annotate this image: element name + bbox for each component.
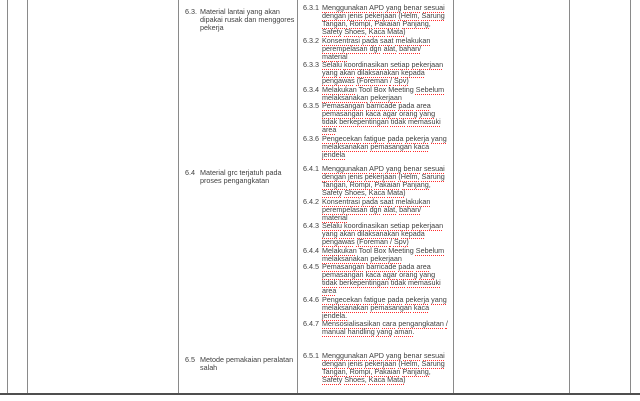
word: jendela	[322, 149, 346, 159]
word: yang	[431, 133, 447, 143]
word: Box	[373, 245, 387, 255]
word: kaca	[413, 302, 430, 312]
word: kepada	[401, 68, 425, 78]
word: (Helm,	[398, 172, 420, 182]
word: pekerjaan	[364, 11, 397, 21]
word: pada	[387, 133, 404, 143]
word: /	[445, 318, 448, 328]
word: Melakukan	[322, 84, 357, 94]
word: yang	[385, 351, 402, 360]
word: APD	[369, 3, 384, 12]
word: Pengecekan	[322, 294, 362, 304]
word: yang	[322, 68, 338, 78]
word: tidak	[322, 117, 338, 127]
word: sesuai	[423, 3, 445, 12]
word: Box	[373, 84, 387, 94]
control-text	[322, 247, 448, 263]
word: Kaca	[368, 27, 386, 37]
control-item	[297, 352, 454, 385]
word: dgn	[369, 204, 382, 214]
word: Sarung	[421, 359, 445, 369]
word: Shoes,	[344, 27, 367, 37]
word: pada	[387, 294, 404, 304]
word: Menggunakan	[322, 164, 368, 173]
word: APD	[369, 164, 384, 173]
word: pada	[361, 35, 378, 45]
control-text	[322, 4, 448, 37]
control-number: 6.4.5	[303, 261, 319, 271]
word: pada	[361, 196, 378, 206]
controls-cell	[297, 165, 454, 336]
word: tidak	[390, 278, 406, 288]
word: setiap	[390, 60, 410, 70]
control-item	[297, 247, 454, 263]
word: Sebelum	[415, 245, 445, 255]
word: Kaca	[368, 375, 386, 385]
word: yang	[419, 109, 436, 119]
word: kepada	[401, 229, 425, 239]
word: yang	[419, 270, 436, 280]
word: pekerjaan	[364, 359, 397, 369]
control-item	[297, 37, 454, 61]
word: Selalu	[322, 60, 342, 70]
word: Sebelum	[415, 84, 445, 94]
word: perempelasan	[322, 204, 368, 214]
word: pada	[398, 261, 415, 271]
word: sesuai	[423, 351, 445, 360]
control-number: 6.4.1	[303, 164, 319, 173]
word: Melakukan	[322, 245, 357, 255]
word: pemasangan	[322, 109, 364, 119]
grid-line-vertical	[27, 0, 28, 393]
word: agar	[382, 109, 398, 119]
control-number: 6.3.1	[303, 3, 319, 12]
control-item	[297, 320, 454, 336]
word: alat,	[383, 43, 398, 53]
word: pekerja	[405, 294, 430, 304]
word: pemasangan	[322, 270, 364, 280]
word: handling	[347, 327, 375, 337]
word: dengan	[322, 11, 346, 21]
control-item	[297, 4, 454, 37]
word: pengangkatan	[398, 318, 444, 328]
word: Konsentrasi	[322, 35, 360, 45]
word: Sarung	[421, 11, 445, 21]
word: fatigue	[363, 294, 386, 304]
hazard-number: 6.3.	[185, 7, 197, 16]
word: Panjang,	[402, 367, 431, 377]
control-text	[322, 61, 448, 85]
word: alat,	[383, 204, 398, 214]
word: koordinasikan	[343, 60, 389, 70]
word: yang	[376, 327, 393, 337]
word: melakukan	[395, 196, 431, 206]
control-number: 6.4.4	[303, 245, 319, 255]
hazard-cell	[185, 356, 304, 372]
word: akan	[339, 229, 356, 239]
control-item	[297, 86, 454, 102]
word: setiap	[390, 221, 410, 231]
word: pekerjaan	[411, 221, 444, 231]
word: Pakaian	[374, 367, 401, 377]
control-text	[322, 135, 448, 159]
word: berkepentingan	[339, 278, 389, 288]
word: memasuki	[407, 278, 441, 288]
word: orang	[399, 270, 418, 280]
word: benar	[403, 351, 422, 360]
hazard-cell	[185, 8, 304, 32]
word: pengawas	[322, 237, 355, 247]
word: aman.	[394, 327, 415, 337]
word: Safety	[322, 27, 343, 37]
word: cara	[382, 318, 397, 328]
controls-cell	[297, 352, 454, 385]
word: yang	[322, 229, 338, 239]
table-bottom-border	[0, 393, 640, 395]
word: Menggunakan	[322, 351, 368, 360]
word: Mensosialisasikan	[322, 318, 381, 328]
word: Rompi,	[349, 19, 373, 29]
word: pengawas	[322, 76, 355, 86]
word: memasuki	[407, 117, 441, 127]
control-number: 6.3.6	[303, 133, 319, 143]
word: yang	[385, 3, 402, 12]
control-number: 6.4.6	[303, 294, 319, 304]
word: kaca	[365, 270, 381, 280]
word: melaksanakan	[322, 141, 369, 151]
word: Rompi,	[349, 180, 373, 190]
word: dilaksanakan	[357, 229, 400, 239]
word: akan	[339, 68, 356, 78]
word: melakukan	[395, 35, 431, 45]
word: dilaksanakan	[357, 68, 400, 78]
word: benar	[403, 3, 422, 12]
word: Mata)	[387, 188, 406, 198]
word: Safety	[322, 188, 343, 198]
word: pekerjaan	[364, 172, 397, 182]
control-text	[322, 198, 448, 222]
word: benar	[403, 164, 422, 173]
control-item	[297, 222, 454, 246]
hazard-number: 6.5	[185, 355, 195, 364]
word: sesuai	[423, 164, 445, 173]
word: kaca	[413, 141, 430, 151]
word: melaksanakan	[322, 92, 369, 102]
word: APD	[369, 351, 384, 360]
control-number: 6.3.5	[303, 100, 319, 110]
word: area	[416, 261, 431, 271]
word: /	[389, 237, 392, 247]
word: pekerja	[405, 133, 430, 143]
word: Spv)	[393, 237, 409, 247]
hazard-text: Metode pemakaian peralatan salah	[200, 355, 294, 373]
word: pemasangan	[370, 302, 412, 312]
word: Safety	[322, 375, 343, 385]
word: Panjang,	[402, 19, 431, 29]
word: jenis	[347, 172, 363, 182]
control-text	[322, 296, 448, 320]
word: Rompi,	[349, 367, 373, 377]
word: area	[416, 100, 431, 110]
grid-line-vertical	[7, 0, 8, 393]
word: pemasangan	[370, 141, 412, 151]
control-item	[297, 165, 454, 198]
word: Tangan,	[322, 19, 348, 29]
word: kaca	[365, 109, 381, 119]
control-text	[322, 86, 448, 102]
word: Mata)	[387, 375, 406, 385]
control-number: 6.5.1	[303, 351, 319, 360]
control-text	[322, 165, 448, 198]
word: Mata)	[387, 27, 406, 37]
control-text	[322, 320, 448, 336]
word: Menggunakan	[322, 3, 368, 12]
control-number: 6.4.2	[303, 196, 319, 206]
grid-line-vertical	[569, 0, 570, 393]
word: barricade	[366, 100, 397, 110]
word: (Foreman	[356, 76, 388, 86]
hazard-text: Material lantai yang akan dipakai rusak dan menggores pekerja	[200, 7, 295, 33]
word: Pakaian	[374, 180, 401, 190]
word: /	[389, 76, 392, 86]
hazard-text: Material grc terjatuh pada proses pengangkatan	[200, 168, 282, 186]
control-item	[297, 263, 454, 296]
hazard-cell	[185, 169, 304, 185]
word: Meeting	[388, 84, 414, 94]
word: Panjang,	[402, 180, 431, 190]
word: Tangan,	[322, 367, 348, 377]
word: fatigue	[363, 133, 386, 143]
word: perempelasan	[322, 43, 368, 53]
word: pekerjaan	[370, 92, 402, 102]
grid-line-vertical	[178, 0, 179, 393]
control-item	[297, 198, 454, 222]
word: Selalu	[322, 221, 342, 231]
word: koordinasikan	[343, 221, 389, 231]
word: material	[322, 212, 348, 222]
word: dengan	[322, 359, 346, 369]
word: bahan/	[399, 204, 422, 214]
word: barricade	[366, 261, 397, 271]
word: melaksanakan	[322, 253, 369, 263]
control-number: 6.3.4	[303, 84, 319, 94]
word: Tool	[358, 84, 372, 94]
word: yang	[385, 164, 402, 173]
hazard-number: 6.4	[185, 168, 195, 177]
word: dgn	[369, 43, 382, 53]
word: yang	[431, 294, 447, 304]
word: jenis	[347, 11, 363, 21]
word: Shoes,	[344, 375, 367, 385]
control-item	[297, 102, 454, 135]
word: Tool	[358, 245, 372, 255]
word: Pengecekan	[322, 133, 362, 143]
word: Shoes,	[344, 188, 367, 198]
word: (Foreman	[356, 237, 388, 247]
word: agar	[382, 270, 398, 280]
control-text	[322, 102, 448, 135]
word: melaksanakan	[322, 302, 369, 312]
word: Pakaian	[374, 19, 401, 29]
control-text	[322, 352, 448, 385]
word: area	[322, 125, 337, 135]
word: dengan	[322, 172, 346, 182]
control-number: 6.3.3	[303, 60, 319, 70]
controls-cell	[297, 4, 454, 159]
control-number: 6.4.7	[303, 318, 319, 328]
word: pada	[398, 100, 415, 110]
control-number: 6.4.3	[303, 221, 319, 231]
word: bahan/	[399, 43, 422, 53]
control-text	[322, 37, 448, 61]
word: Kaca	[368, 188, 386, 198]
grid-line-vertical	[630, 0, 631, 393]
word: orang	[399, 109, 418, 119]
word: Konsentrasi	[322, 196, 360, 206]
control-number: 6.3.2	[303, 35, 319, 45]
word: pekerjaan	[370, 253, 402, 263]
word: Pemasangan	[322, 261, 365, 271]
word: saat	[379, 35, 394, 45]
word: saat	[379, 196, 394, 206]
word: Meeting	[388, 245, 414, 255]
word: berkepentingan	[339, 117, 389, 127]
word: material	[322, 51, 348, 61]
word: tidak	[390, 117, 406, 127]
word: Tangan,	[322, 180, 348, 190]
control-item	[297, 135, 454, 159]
word: (Helm,	[398, 11, 420, 21]
word: pekerjaan	[411, 60, 444, 70]
word: Pemasangan	[322, 100, 365, 110]
control-item	[297, 296, 454, 320]
word: jendela.	[322, 310, 348, 320]
control-text	[322, 263, 448, 296]
word: jenis	[347, 359, 363, 369]
word: tidak	[322, 278, 338, 288]
word: manual	[322, 327, 346, 337]
control-item	[297, 61, 454, 85]
word: Sarung	[421, 172, 445, 182]
word: (Helm,	[398, 359, 420, 369]
word: area	[322, 286, 337, 296]
control-text	[322, 222, 448, 246]
word: Spv)	[393, 76, 409, 86]
